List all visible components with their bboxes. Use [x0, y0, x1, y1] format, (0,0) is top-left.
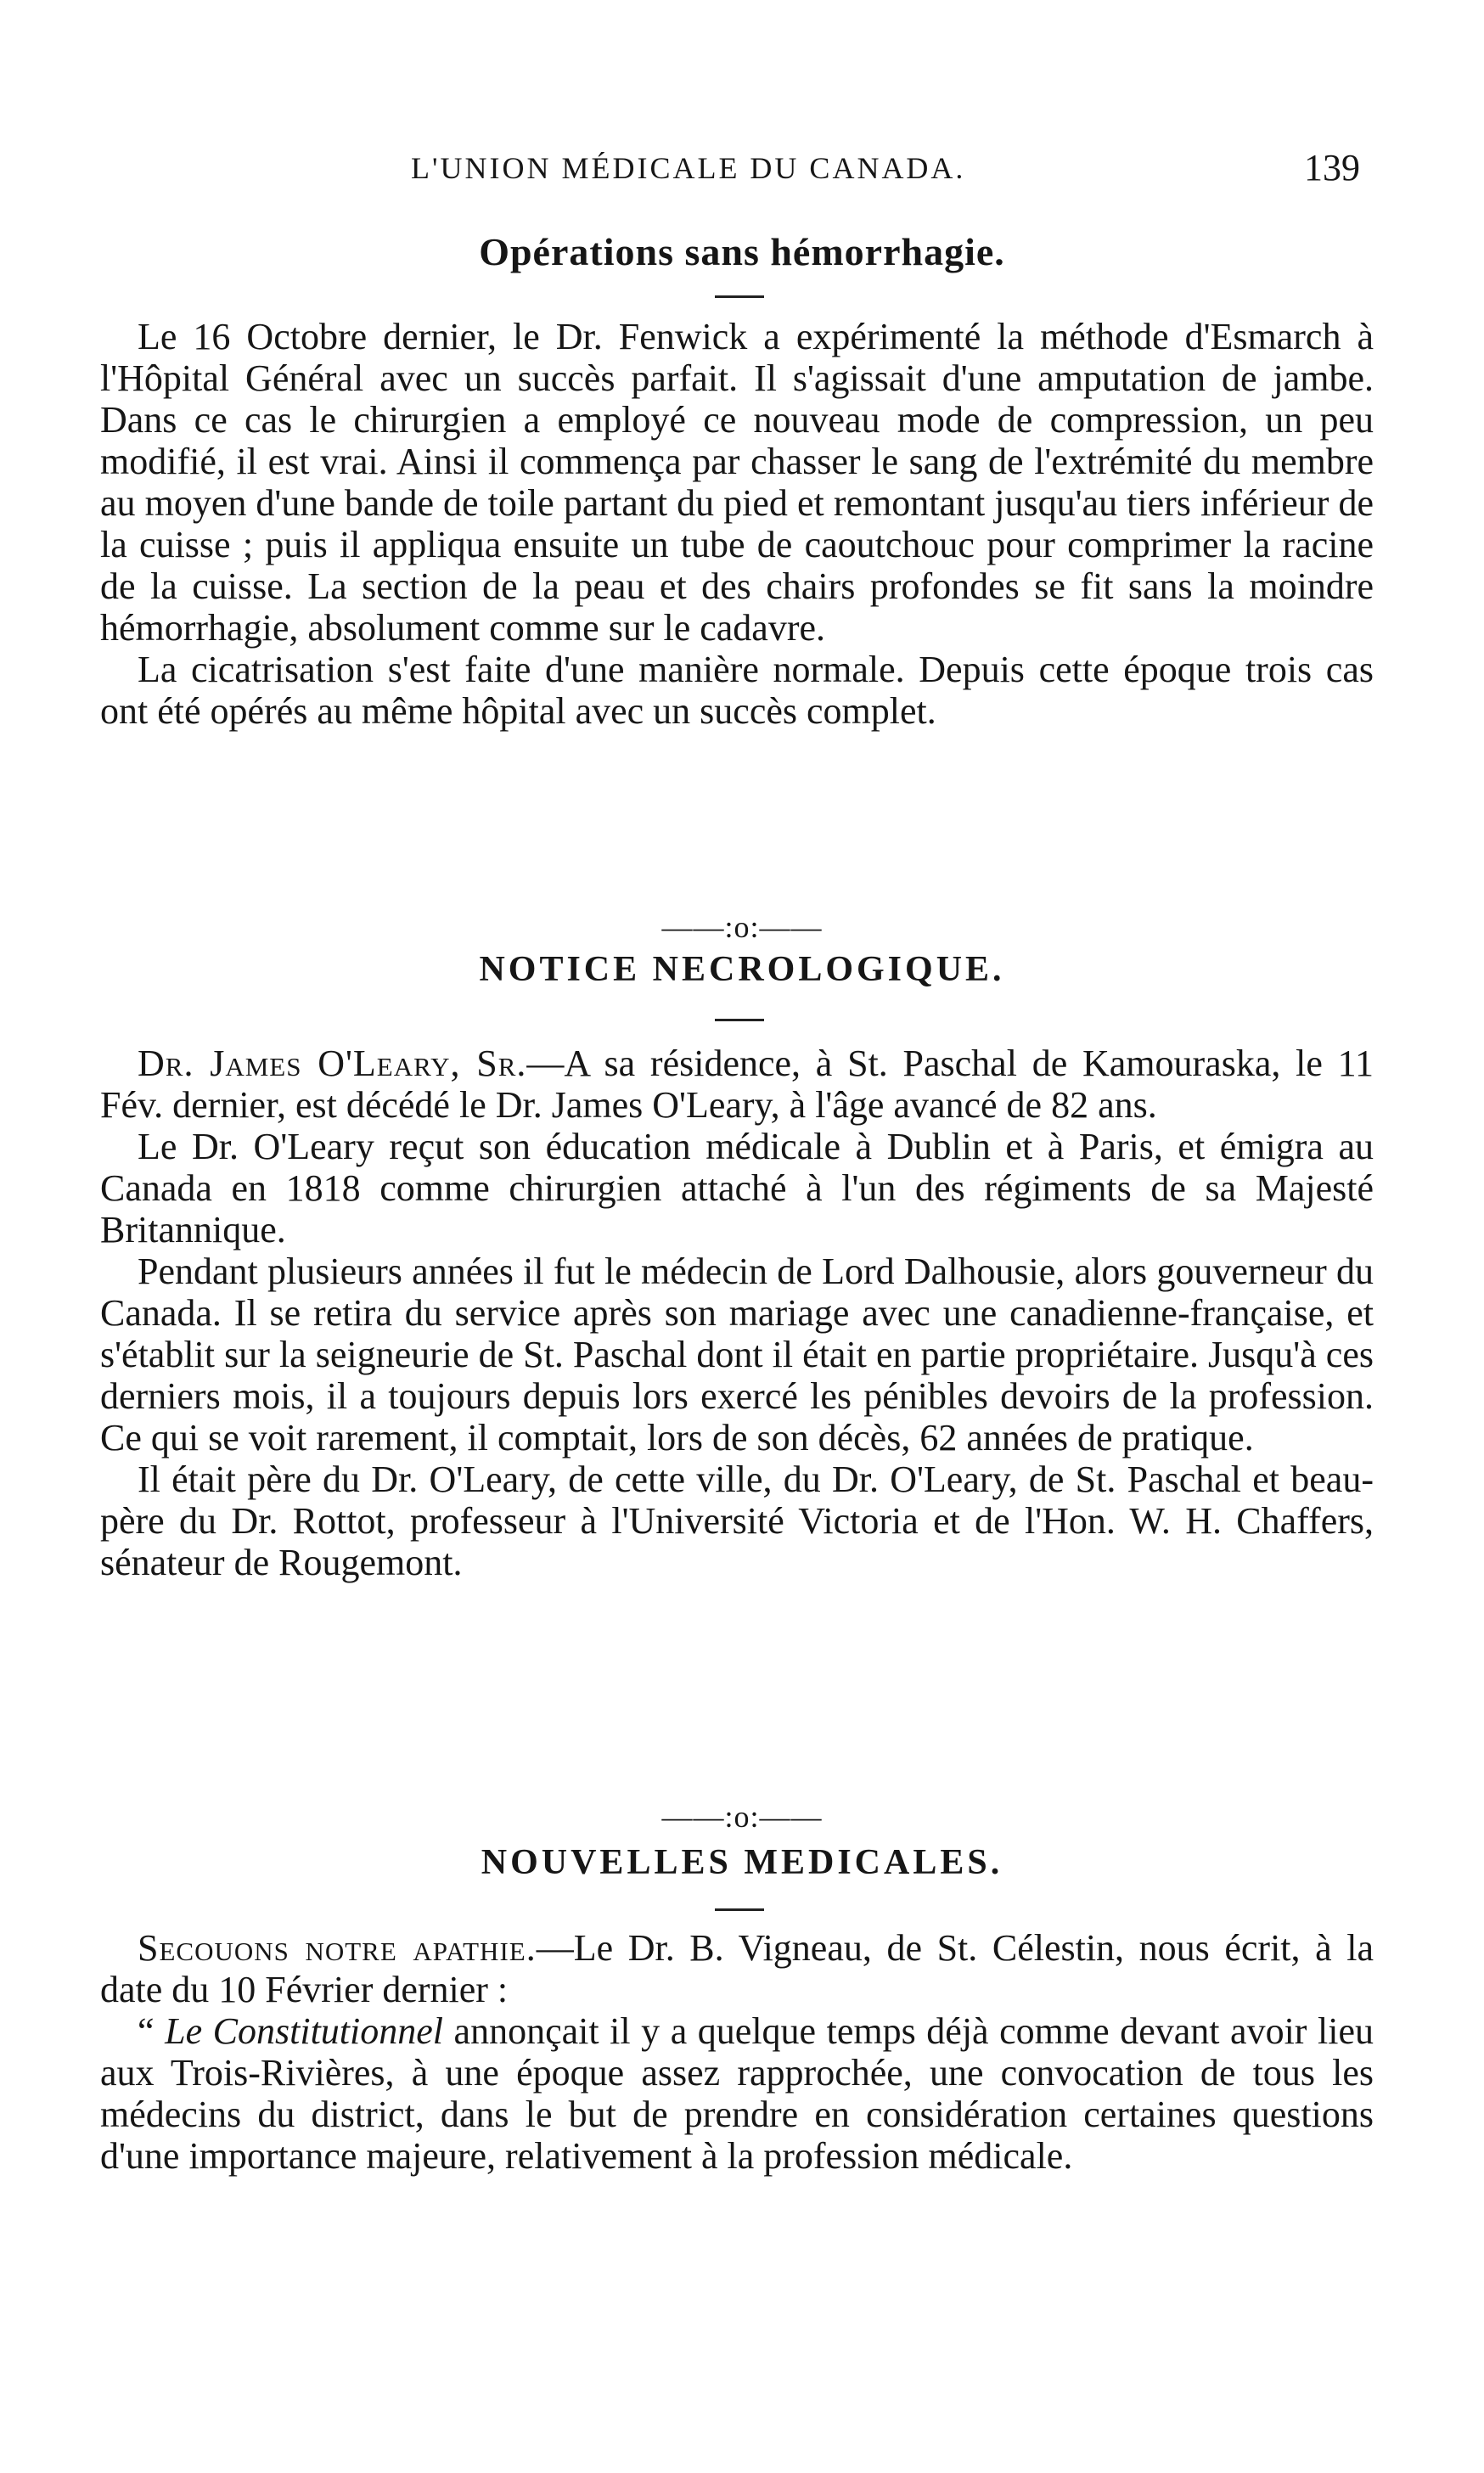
section-divider: ——:o:—— [661, 1800, 823, 1834]
paragraph: La cicatrisation s'est faite d'une manière normale. Depuis cette époque trois cas ont été opérés au même hôpital avec un succès complet. [100, 649, 1374, 732]
title-rule [715, 295, 764, 298]
quote-text: annonçait il y a quelque temps déjà comme devant avoir lieu aux Trois-Rivières, à une époque assez rapprochée, une convocation de tous les médecins du district, dans le but de prendre en considération certaines questions d'une importance majeure, relativement à la profession médicale. [100, 2010, 1374, 2177]
article-news-body [100, 1927, 1374, 2177]
paragraph: Le 16 Octobre dernier, le Dr. Fenwick a expérimenté la méthode d'Esmarch à l'Hôpital Général avec un succès parfait. Il s'agissait d'une amputation de jambe. Dans ce cas le chirurgien a employé ce nouveau mode de compression, un peu modifié, il est vrai. Ainsi il commença par chasser le sang de l'extrémité du membre au moyen d'une bande de toile partant du pied et remontant jusqu'au tiers inférieur de la cuisse ; puis il appliqua ensuite un tube de caoutchouc pour comprimer la racine de la cuisse. La section de la peau et des chairs profondes se fit sans la moindre hémorrhagie, absolument comme sur le cadavre. [100, 316, 1374, 649]
paragraph: Le Dr. O'Leary reçut son éducation médicale à Dublin et à Paris, et émigra au Canada en 1818 comme chirurgien attaché à l'un des régiments de sa Majesté Britannique. [100, 1126, 1374, 1251]
lead-text: —A sa résidence, à St. Paschal de Kamouraska, le 11 Fév. dernier, est décédé le Dr. James O'Leary, à l'âge avancé de 82 ans. [100, 1043, 1374, 1126]
running-title: L'UNION MÉDICALE DU CANADA. [411, 151, 966, 185]
article-title-news: NOUVELLES MEDICALES. [481, 1843, 1003, 1882]
deceased-name: Dr. James O'Leary, Sr. [138, 1043, 527, 1084]
article-title-operations: Opérations sans hémorrhagie. [479, 230, 1005, 273]
article-operations-body [100, 316, 1374, 732]
running-head [0, 143, 1484, 194]
paragraph-lead [100, 1043, 1374, 1126]
section-divider: ——:o:—— [661, 910, 823, 944]
page-number: 139 [1304, 147, 1360, 188]
lead-caps: Secouons notre apathie. [138, 1927, 537, 1969]
lead-text: —Le Dr. B. Vigneau, de St. Célestin, nous écrit, à la date du 10 Février dernier : [100, 1927, 1374, 2010]
paragraph: Il était père du Dr. O'Leary, de cette ville, du Dr. O'Leary, de St. Paschal et beau-père du Dr. Rottot, professeur à l'Université Victoria et de l'Hon. W. H. Chaffers, sénateur de Rougemont. [100, 1459, 1374, 1583]
article-title-necrology: NOTICE NECROLOGIQUE. [479, 950, 1005, 989]
paragraph: Pendant plusieurs années il fut le médecin de Lord Dalhousie, alors gouverneur du Canada. Il se retira du service après son mariage avec une canadienne-française, et s'établit sur la seigneurie de St. Paschal dont il était en partie propriétaire. Jusqu'à ces derniers mois, il a toujours depuis lors exercé les pénibles devoirs de la profession. Ce qui se voit rarement, il comptait, lors de son décès, 62 années de pratique. [100, 1251, 1374, 1459]
quotation [100, 2010, 1374, 2177]
quote-mark: “ [138, 2010, 166, 2052]
title-rule [715, 1908, 764, 1911]
article-necrology-body [100, 1043, 1374, 1583]
paragraph-lead [100, 1927, 1374, 2010]
newspaper-name: Le Constitutionnel [165, 2010, 443, 2052]
title-rule [715, 1019, 764, 1021]
